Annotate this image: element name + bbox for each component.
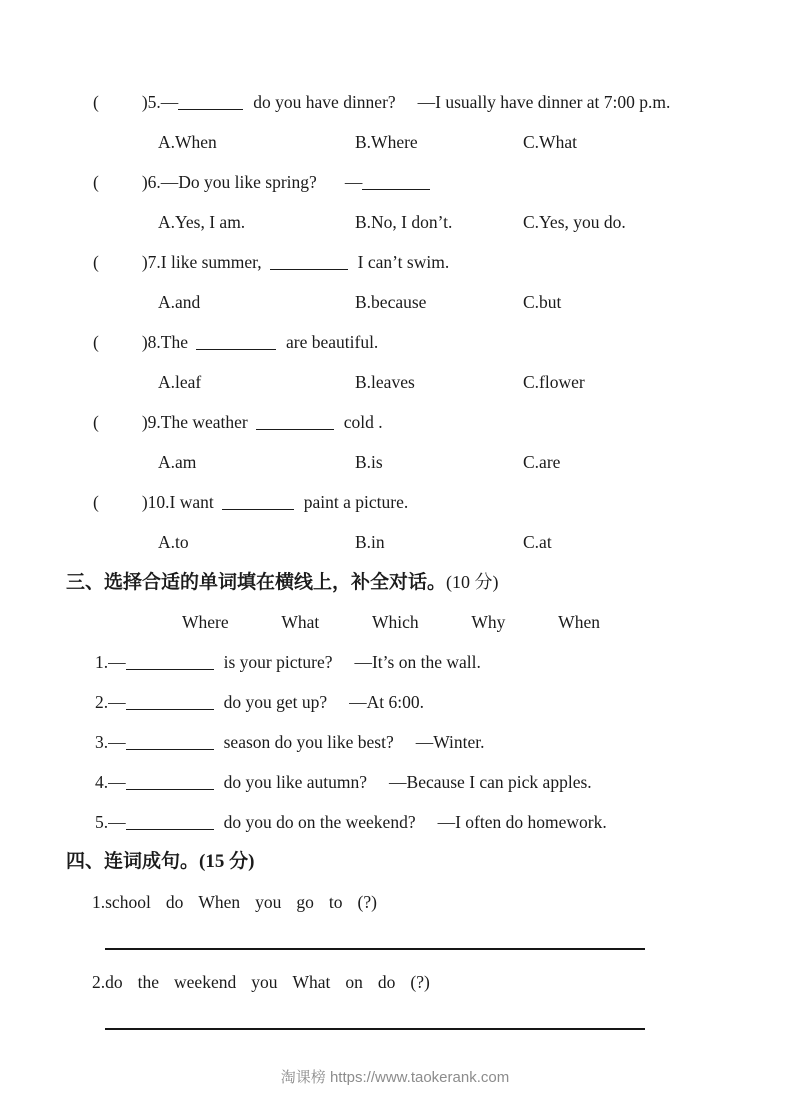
- dialog-dash: —: [108, 692, 126, 712]
- reply-text: —I usually have dinner at 7:00 p.m.: [417, 92, 671, 112]
- mc-question-8: [0, 322, 790, 362]
- word-token: you: [251, 972, 278, 992]
- word-token: go: [296, 892, 314, 912]
- item-number: 5.: [95, 812, 109, 832]
- word-token: to: [328, 892, 343, 912]
- word-bank-item: Where: [182, 612, 229, 632]
- section4-score: (15 分): [199, 851, 255, 872]
- choice-paren: (: [93, 252, 99, 272]
- question-text: —: [160, 92, 179, 112]
- mc-question-6: [0, 162, 790, 202]
- mc-question-9: [0, 402, 790, 442]
- dialog-dash: —: [108, 812, 126, 832]
- word-token: do: [377, 972, 396, 992]
- choice-paren: (: [93, 412, 99, 432]
- dialog-dash: —: [108, 772, 126, 792]
- fill-item-4: [0, 762, 790, 802]
- answer-blank: [362, 187, 430, 190]
- question-number: )7.: [141, 252, 161, 272]
- item-answer: —Because I can pick apples.: [389, 772, 592, 792]
- item-answer: —It’s on the wall.: [354, 652, 481, 672]
- item-answer: —Winter.: [415, 732, 485, 752]
- item-number: 1.: [95, 652, 109, 672]
- question-text: I can’t swim.: [357, 252, 450, 272]
- mc-options-9: [0, 442, 790, 482]
- word-token: you: [255, 892, 282, 912]
- fill-item-2: [0, 682, 790, 722]
- fill-blank: [126, 667, 214, 670]
- word-token: the: [137, 972, 160, 992]
- section4-title: [0, 842, 790, 882]
- word-token: on: [345, 972, 363, 992]
- answer-blank: [178, 107, 243, 110]
- item-question: season do you like best?: [223, 732, 394, 752]
- question-text: The weather: [160, 412, 248, 432]
- option-c: C.but: [523, 292, 562, 312]
- option-a: A.Yes, I am.: [158, 212, 246, 232]
- question-number: )8.: [141, 332, 161, 352]
- word-bank-item: What: [281, 612, 320, 632]
- option-c: C.Yes, you do.: [523, 212, 626, 232]
- choice-paren: (: [93, 172, 99, 192]
- fill-blank: [126, 827, 214, 830]
- item-question: is your picture?: [223, 652, 333, 672]
- option-b: B.Where: [355, 132, 418, 152]
- question-text: do you have dinner?: [253, 92, 396, 112]
- section3-title-text: 三、选择合适的单词填在横线上，补全对话。: [66, 572, 447, 593]
- item-number: 4.: [95, 772, 109, 792]
- word-bank-row: [0, 602, 790, 642]
- word-bank-item: Why: [471, 612, 506, 632]
- question-text: cold .: [343, 412, 383, 432]
- option-c: C.at: [523, 532, 552, 552]
- question-text: are beautiful.: [286, 332, 379, 352]
- word-token: (?): [357, 892, 377, 912]
- answer-blank: [196, 347, 276, 350]
- dialog-dash: —: [108, 652, 126, 672]
- item-question: do you like autumn?: [223, 772, 368, 792]
- dialog-dash: —: [108, 732, 126, 752]
- mc-options-7: [0, 282, 790, 322]
- mc-question-5: [0, 82, 790, 122]
- mc-options-8: [0, 362, 790, 402]
- question-text: I want: [169, 492, 214, 512]
- question-number: )6.: [141, 172, 161, 192]
- item-answer: —I often do homework.: [437, 812, 607, 832]
- word-token: What: [292, 972, 331, 992]
- word-token: weekend: [174, 972, 237, 992]
- word-token: When: [198, 892, 241, 912]
- answer-line: [105, 1028, 645, 1030]
- fill-item-3: [0, 722, 790, 762]
- rearrange-item-1: [0, 882, 790, 922]
- section3-title: [0, 562, 790, 602]
- mc-question-7: [0, 242, 790, 282]
- fill-item-1: [0, 642, 790, 682]
- option-b: B.leaves: [355, 372, 415, 392]
- option-a: A.and: [158, 292, 201, 312]
- section3-score: (10 分): [446, 572, 499, 592]
- reply-dash: —: [344, 172, 363, 192]
- mc-options-10: [0, 522, 790, 562]
- word-bank-item: When: [558, 612, 600, 632]
- question-number: )10.: [141, 492, 170, 512]
- mc-options-5: [0, 122, 790, 162]
- option-b: B.is: [355, 452, 383, 472]
- answer-line: [105, 948, 645, 950]
- fill-blank: [126, 747, 214, 750]
- option-a: A.to: [158, 532, 189, 552]
- option-b: B.No, I don’t.: [355, 212, 453, 232]
- question-text: —Do you like spring?: [160, 172, 317, 192]
- word-bank-item: Which: [372, 612, 419, 632]
- word-token: do: [165, 892, 184, 912]
- watermark-text: 淘课榜 https://www.taokerank.com: [280, 1069, 510, 1086]
- option-a: A.When: [158, 132, 217, 152]
- question-text: The: [160, 332, 188, 352]
- option-a: A.leaf: [158, 372, 202, 392]
- item-question: do you do on the weekend?: [223, 812, 416, 832]
- question-text: I like summer,: [160, 252, 262, 272]
- word-token: 1.school: [92, 892, 151, 912]
- question-text: paint a picture.: [303, 492, 409, 512]
- word-token: (?): [410, 972, 430, 992]
- option-b: B.because: [355, 292, 427, 312]
- section4-title-text: 四、连词成句。: [66, 851, 200, 872]
- fill-blank: [126, 707, 214, 710]
- question-number: )5.: [141, 92, 161, 112]
- word-token: 2.do: [92, 972, 123, 992]
- item-number: 2.: [95, 692, 109, 712]
- word-bank: [182, 602, 600, 642]
- watermark-footer: [0, 1066, 790, 1087]
- rearrange-item-2: [0, 962, 790, 1002]
- option-c: C.What: [523, 132, 577, 152]
- answer-blank: [270, 267, 348, 270]
- option-a: A.am: [158, 452, 197, 472]
- mc-question-10: [0, 482, 790, 522]
- question-number: )9.: [141, 412, 161, 432]
- item-number: 3.: [95, 732, 109, 752]
- option-b: B.in: [355, 532, 385, 552]
- choice-paren: (: [93, 492, 99, 512]
- choice-paren: (: [93, 332, 99, 352]
- choice-paren: (: [93, 92, 99, 112]
- mc-options-6: [0, 202, 790, 242]
- option-c: C.flower: [523, 372, 585, 392]
- fill-item-5: [0, 802, 790, 842]
- option-c: C.are: [523, 452, 561, 472]
- answer-blank: [256, 427, 334, 430]
- item-answer: —At 6:00.: [349, 692, 425, 712]
- fill-blank: [126, 787, 214, 790]
- answer-blank: [222, 507, 294, 510]
- item-question: do you get up?: [223, 692, 328, 712]
